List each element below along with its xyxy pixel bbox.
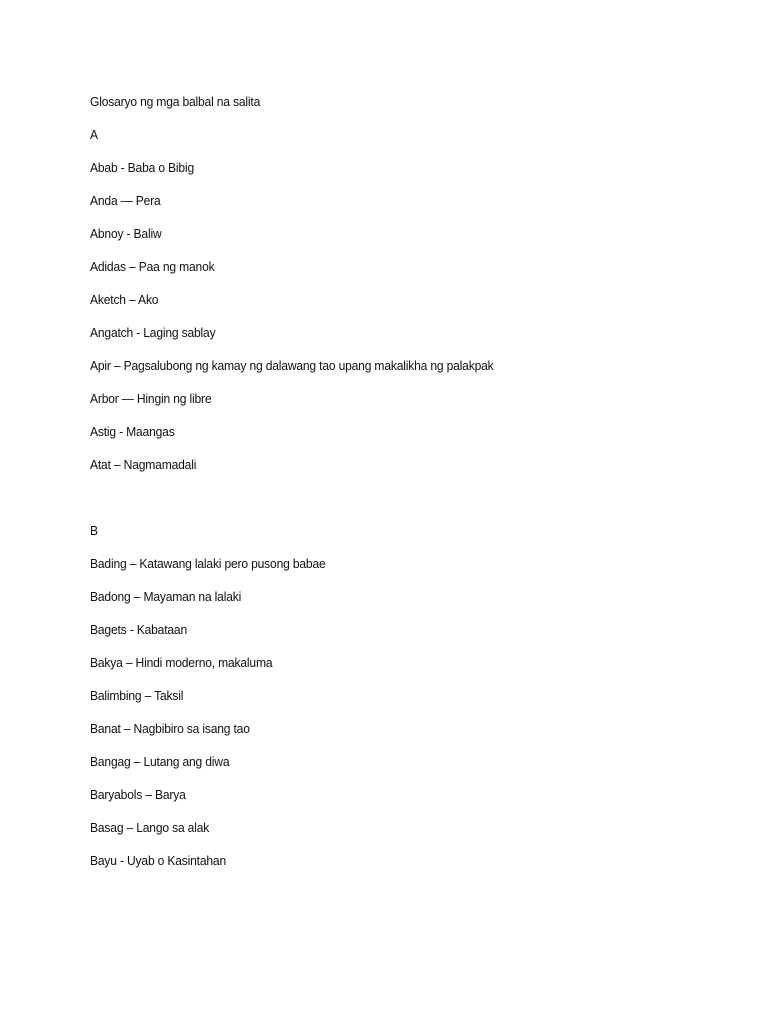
section-heading-a: A	[90, 127, 98, 142]
glossary-entry: Balimbing – Taksil	[90, 688, 184, 703]
glossary-entry: Aketch – Ako	[90, 292, 159, 307]
glossary-entry: Bangag – Lutang ang diwa	[90, 754, 230, 769]
glossary-entry: Anda — Pera	[90, 193, 161, 208]
glossary-entry: Abnoy - Baliw	[90, 226, 162, 241]
glossary-entry: Adidas – Paa ng manok	[90, 259, 215, 274]
glossary-entry: Baryabols – Barya	[90, 787, 186, 802]
glossary-entry: Bagets - Kabataan	[90, 622, 187, 637]
section-heading-b: B	[90, 523, 98, 538]
glossary-entry: Astig - Maangas	[90, 424, 175, 439]
glossary-entry: Bayu - Uyab o Kasintahan	[90, 853, 227, 868]
glossary-entry: Bakya – Hindi moderno, makaluma	[90, 655, 273, 670]
glossary-entry: Basag – Lango sa alak	[90, 820, 210, 835]
glossary-entry: Angatch - Laging sablay	[90, 325, 216, 340]
glossary-entry: Apir – Pagsalubong ng kamay ng dalawang tao upang makalikha ng palakpak	[90, 358, 494, 373]
page-title: Glosaryo ng mga balbal na salita	[90, 94, 261, 109]
glossary-entry: Bading – Katawang lalaki pero pusong babae	[90, 556, 326, 571]
glossary-content	[90, 93, 730, 885]
section-spacer	[90, 489, 730, 522]
glossary-entry: Badong – Mayaman na lalaki	[90, 589, 242, 604]
glossary-entry: Abab - Baba o Bibig	[90, 160, 195, 175]
glossary-entry: Atat – Nagmamadali	[90, 457, 197, 472]
glossary-entry: Arbor — Hingin ng libre	[90, 391, 212, 406]
glossary-entry: Banat – Nagbibiro sa isang tao	[90, 721, 250, 736]
